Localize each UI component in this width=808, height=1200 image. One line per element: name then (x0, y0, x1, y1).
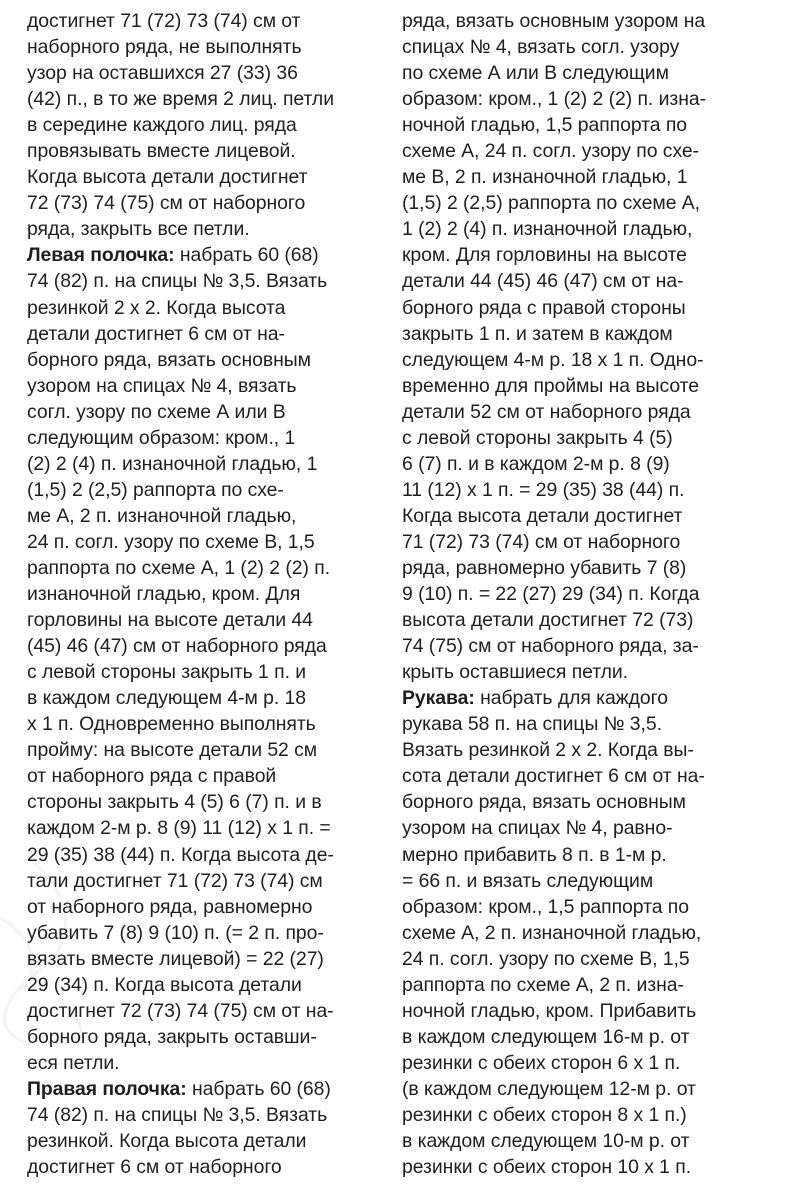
line-text: узором на спицах № 4, вязать (27, 374, 297, 397)
line-text: с левой стороны закрыть 1 п. и (27, 661, 307, 684)
text-line (27, 425, 389, 451)
text-line (27, 529, 389, 555)
line-text: в середине каждого лиц. ряда (27, 114, 297, 137)
text-line (402, 633, 802, 659)
text-line (402, 685, 802, 711)
line-text: детали 52 см от наборного ряда (402, 400, 691, 423)
text-line (27, 216, 389, 242)
text-line (402, 737, 802, 763)
text-line (27, 190, 389, 216)
text-line (402, 1050, 802, 1076)
section-heading: Правая полочка: (27, 1077, 187, 1100)
text-line (402, 972, 802, 998)
line-text: ночной гладью, кром. Прибавить (402, 999, 697, 1022)
line-text: 72 (73) 74 (75) см от наборного (27, 192, 306, 215)
text-line (402, 529, 802, 555)
line-text: следующем 4-м р. 18 х 1 п. Одно- (402, 348, 704, 371)
line-text: образом: кром., 1 (2) 2 (2) п. изна- (402, 88, 707, 111)
line-text: 29 (34) п. Когда высота детали (27, 973, 302, 996)
text-line (402, 347, 802, 373)
text-line (402, 34, 802, 60)
line-text: 9 (10) п. = 22 (27) 29 (34) п. Когда (402, 583, 700, 606)
line-text: ме В, 2 п. изнаночной гладью, 1 (402, 166, 688, 189)
text-line (402, 789, 802, 815)
line-text: высота детали достигнет 72 (73) (402, 609, 694, 632)
line-text: с левой стороны закрыть 4 (5) (402, 426, 673, 449)
text-line (27, 789, 389, 815)
text-line (27, 1024, 389, 1050)
line-text: 74 (75) см от наборного ряда, за- (402, 635, 699, 658)
text-line (27, 8, 389, 34)
line-text: (в каждом следующем 12-м р. от (402, 1077, 696, 1100)
line-text: крыть оставшиеся петли. (402, 661, 629, 684)
text-line (402, 242, 802, 268)
line-text: от наборного ряда, равномерно (27, 895, 313, 918)
text-line (27, 711, 389, 737)
line-text: = 66 п. и вязать следующим (402, 869, 654, 892)
text-line (27, 868, 389, 894)
line-text: (42) п., в то же время 2 лиц. петли (27, 88, 334, 111)
line-text: закрыть 1 п. и затем в каждом (402, 322, 673, 345)
line-text: пройму: на высоте детали 52 см (27, 739, 318, 762)
line-text: вязать вместе лицевой) = 22 (27) (27, 947, 324, 970)
line-text: спицах № 4, вязать согл. узору (402, 36, 680, 59)
line-text: (1,5) 2 (2,5) раппорта по схеме А, (402, 192, 700, 215)
line-text: рукава 58 п. на спицы № 3,5. (402, 713, 662, 736)
line-text: стороны закрыть 4 (5) 6 (7) п. и в (27, 791, 322, 814)
line-text: ряда, равномерно убавить 7 (8) (402, 556, 687, 579)
text-line (402, 946, 802, 972)
text-line (27, 737, 389, 763)
line-text: еся петли. (27, 1051, 120, 1074)
text-line (402, 216, 802, 242)
text-line (27, 1102, 389, 1128)
line-text: достигнет 71 (72) 73 (74) см от (27, 10, 301, 32)
line-text: по схеме А или В следующим (402, 62, 669, 85)
line-text: каждом 2-м р. 8 (9) 11 (12) х 1 п. = (27, 817, 331, 840)
text-line (402, 8, 802, 34)
line-text: 11 (12) х 1 п. = 29 (35) 38 (44) п. (402, 478, 685, 501)
line-text: (2) 2 (4) п. изнаночной гладью, 1 (27, 452, 318, 475)
line-text: провязывать вместе лицевой. (27, 140, 296, 163)
text-line (27, 763, 389, 789)
text-line (27, 373, 389, 399)
section-heading: Рукава: (402, 687, 475, 710)
line-text: борного ряда, вязать основным (27, 348, 311, 371)
text-line (402, 60, 802, 86)
line-text: 24 п. согл. узору по схеме В, 1,5 (27, 530, 315, 553)
text-line (402, 1024, 802, 1050)
line-text: временно для проймы на высоте (402, 374, 700, 397)
line-text: борного ряда, закрыть оставши- (27, 1025, 317, 1048)
text-line (402, 868, 802, 894)
line-text: детали 44 (45) 46 (47) см от на- (402, 270, 684, 293)
text-line (402, 998, 802, 1024)
line-text: мерно прибавить 8 п. в 1-м р. (402, 843, 667, 866)
line-text: раппорта по схеме А, 1 (2) 2 (2) п. (27, 556, 331, 579)
line-text: ряда, закрыть все петли. (27, 218, 250, 241)
text-line (402, 295, 802, 321)
text-line (27, 581, 389, 607)
text-line (402, 321, 802, 347)
line-text: узор на оставшихся 27 (33) 36 (27, 62, 298, 85)
text-line (27, 321, 389, 347)
text-line (27, 242, 389, 268)
line-text: сота детали достигнет 6 см от на- (402, 765, 705, 788)
line-text: набрать 60 (68) (186, 1077, 331, 1100)
text-line (27, 138, 389, 164)
text-line (27, 1050, 389, 1076)
text-line (27, 894, 389, 920)
text-line (27, 1128, 389, 1154)
text-line (402, 503, 802, 529)
line-text: ме А, 2 п. изнаночной гладью, (27, 504, 297, 527)
line-text: резинки с обеих сторон 6 х 1 п. (402, 1051, 681, 1074)
text-line (27, 998, 389, 1024)
line-text: наборного ряда, не выполнять (27, 36, 302, 59)
text-line (27, 112, 389, 138)
text-line (402, 373, 802, 399)
line-text: набрать 60 (68) (174, 244, 319, 267)
line-text: изнаночной гладью, кром. Для (27, 583, 301, 606)
text-line (27, 815, 389, 841)
text-line (27, 920, 389, 946)
line-text: резинки с обеих сторон 10 х 1 п. (402, 1156, 692, 1179)
text-line (402, 1076, 802, 1102)
text-line (402, 451, 802, 477)
text-line (27, 1154, 389, 1180)
line-text: 24 п. согл. узору по схеме В, 1,5 (402, 947, 690, 970)
line-text: в каждом следующем 4-м р. 18 (27, 687, 307, 710)
text-line (27, 503, 389, 529)
text-line (402, 659, 802, 685)
line-text: горловины на высоте детали 44 (27, 609, 313, 632)
text-line (27, 659, 389, 685)
text-line (402, 607, 802, 633)
text-line (402, 268, 802, 294)
text-line (402, 1154, 802, 1180)
text-line (27, 164, 389, 190)
text-line (402, 555, 802, 581)
text-line (402, 112, 802, 138)
text-line (27, 34, 389, 60)
line-text: детали достигнет 6 см от на- (27, 322, 285, 345)
line-text: убавить 7 (8) 9 (10) п. (= 2 п. про- (27, 921, 324, 944)
text-line (402, 763, 802, 789)
line-text: резинкой 2 х 2. Когда высота (27, 296, 286, 319)
line-text: Когда высота детали достигнет (27, 166, 308, 189)
text-line (27, 972, 389, 998)
text-line (402, 711, 802, 737)
right-text-column (402, 8, 802, 1180)
line-text: (1,5) 2 (2,5) раппорта по схе- (27, 478, 284, 501)
line-text: раппорта по схеме А, 2 п. изна- (402, 973, 684, 996)
line-text: согл. узору по схеме А или В (27, 400, 286, 423)
text-line (402, 164, 802, 190)
line-text: узором на спицах № 4, равно- (402, 817, 673, 840)
line-text: резинки с обеих сторон 8 х 1 п.) (402, 1103, 687, 1126)
line-text: тали достигнет 71 (72) 73 (74) см (27, 869, 323, 892)
line-text: резинкой. Когда высота детали (27, 1130, 307, 1153)
text-line (27, 477, 389, 503)
line-text: борного ряда с правой стороны (402, 296, 686, 319)
line-text: Вязать резинкой 2 х 2. Когда вы- (402, 739, 694, 762)
text-line (402, 86, 802, 112)
line-text: достигнет 6 см от наборного (27, 1156, 282, 1179)
text-line (27, 555, 389, 581)
text-line (402, 477, 802, 503)
text-line (27, 842, 389, 868)
text-line (27, 451, 389, 477)
text-line (402, 425, 802, 451)
line-text: ряда, вязать основным узором на (402, 10, 706, 32)
line-text: схеме А, 24 п. согл. узору по схе- (402, 140, 700, 163)
text-line (27, 946, 389, 972)
line-text: следующим образом: кром., 1 (27, 426, 296, 449)
text-line (402, 138, 802, 164)
section-heading: Левая полочка: (27, 244, 175, 267)
line-text: кром. Для горловины на высоте (402, 244, 687, 267)
line-text: 74 (82) п. на спицы № 3,5. Вязать (27, 270, 328, 293)
text-line (27, 685, 389, 711)
text-line (27, 1076, 389, 1102)
line-text: 1 (2) 2 (4) п. изнаночной гладью, (402, 218, 693, 241)
text-line (402, 399, 802, 425)
text-line (402, 920, 802, 946)
line-text: набрать для каждого (474, 687, 668, 710)
text-line (27, 347, 389, 373)
line-text: ночной гладью, 1,5 раппорта по (402, 114, 688, 137)
line-text: в каждом следующем 16-м р. от (402, 1025, 690, 1048)
line-text: х 1 п. Одновременно выполнять (27, 713, 316, 736)
text-line (402, 581, 802, 607)
text-line (402, 894, 802, 920)
text-line (27, 60, 389, 86)
text-line (402, 190, 802, 216)
line-text: борного ряда, вязать основным (402, 791, 686, 814)
text-line (27, 607, 389, 633)
line-text: 74 (82) п. на спицы № 3,5. Вязать (27, 1103, 328, 1126)
text-line (402, 1102, 802, 1128)
line-text: 6 (7) п. и в каждом 2-м р. 8 (9) (402, 452, 670, 475)
line-text: в каждом следующем 10-м р. от (402, 1130, 690, 1153)
line-text: образом: кром., 1,5 раппорта по (402, 895, 689, 918)
left-text-column (27, 8, 389, 1180)
line-text: от наборного ряда с правой (27, 765, 277, 788)
line-text: Когда высота детали достигнет (402, 504, 683, 527)
line-text: схеме А, 2 п. изнаночной гладью, (402, 921, 702, 944)
line-text: 29 (35) 38 (44) п. Когда высота де- (27, 843, 334, 866)
text-line (27, 86, 389, 112)
text-line (27, 295, 389, 321)
text-line (402, 1128, 802, 1154)
text-line (402, 815, 802, 841)
text-line (27, 399, 389, 425)
text-line (27, 268, 389, 294)
line-text: 71 (72) 73 (74) см от наборного (402, 530, 681, 553)
line-text: достигнет 72 (73) 74 (75) см от на- (27, 999, 334, 1022)
line-text: (45) 46 (47) см от наборного ряда (27, 635, 327, 658)
text-line (27, 633, 389, 659)
text-line (402, 842, 802, 868)
